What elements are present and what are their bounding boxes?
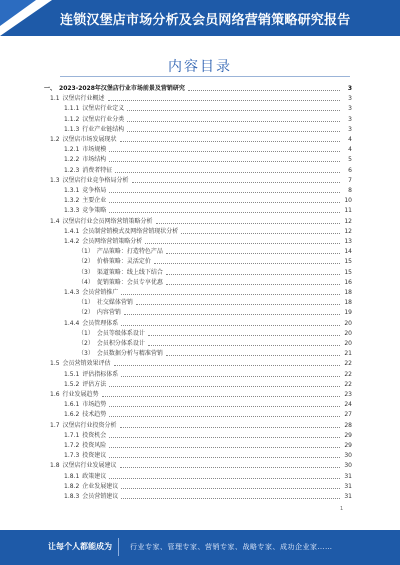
toc-entry-number: （2） bbox=[78, 309, 94, 317]
toc-entry[interactable] bbox=[78, 349, 352, 357]
toc-entry-page: 22 bbox=[344, 380, 352, 388]
toc-entry-title: 会员数据分析与精准营销 bbox=[96, 350, 163, 358]
toc-entry-page: 10 bbox=[344, 197, 352, 205]
toc-entry-number: 1.1 bbox=[50, 95, 60, 103]
toc-dot-leader bbox=[121, 325, 340, 326]
toc-entry[interactable] bbox=[64, 431, 352, 439]
toc-dot-leader bbox=[109, 202, 340, 203]
toc-entry[interactable] bbox=[64, 104, 352, 112]
toc-entry[interactable] bbox=[64, 400, 352, 408]
toc-dot-leader bbox=[109, 386, 340, 387]
toc-entry-page: 7 bbox=[348, 176, 352, 184]
toc-entry-number: 1.2.1 bbox=[64, 146, 80, 154]
toc-entry-number: 1.4.2 bbox=[64, 238, 80, 245]
toc-entry[interactable] bbox=[64, 319, 352, 327]
toc-entry-number: 1.3 bbox=[50, 176, 60, 184]
toc-heading: 内容目录 bbox=[168, 59, 232, 75]
toc-dot-leader bbox=[109, 212, 340, 213]
toc-entry-number: （4） bbox=[78, 278, 94, 286]
toc-dot-leader bbox=[109, 478, 340, 479]
toc-entry[interactable] bbox=[44, 84, 352, 92]
toc-entry-page: 19 bbox=[344, 309, 352, 317]
footer-slogan: 让每个人都能成为 bbox=[48, 542, 112, 551]
page-number: 1 bbox=[340, 506, 344, 512]
toc-entry-number: 1.7.3 bbox=[64, 452, 80, 460]
toc-entry-page: 31 bbox=[344, 472, 352, 480]
toc-entry-number: （1） bbox=[78, 329, 94, 337]
toc-dot-leader bbox=[166, 355, 340, 356]
toc-dot-leader bbox=[114, 365, 340, 366]
toc-entry[interactable] bbox=[64, 370, 352, 378]
toc-entry-page: 30 bbox=[344, 452, 352, 460]
toc-entry-title: 汉堡店行业会员网络营销策略分析 bbox=[62, 217, 153, 225]
toc-entry-page: 5 bbox=[348, 156, 352, 164]
toc-dot-leader bbox=[109, 161, 340, 162]
toc-entry-page: 3 bbox=[348, 105, 352, 113]
toc-entry-number: 1.8.1 bbox=[64, 472, 80, 480]
toc-entry-title: 市场规模 bbox=[82, 146, 107, 154]
toc-entry-page: 3 bbox=[347, 85, 352, 92]
toc-entry-page: 22 bbox=[344, 360, 352, 368]
toc-entry-page: 23 bbox=[344, 391, 352, 398]
toc-entry-page: 12 bbox=[344, 227, 352, 235]
toc-entry-title: 会员营销建议 bbox=[82, 493, 119, 500]
toc-dot-leader bbox=[109, 192, 340, 193]
header-corner-accent bbox=[0, 0, 36, 26]
toc-entry[interactable] bbox=[64, 472, 352, 480]
toc-entry-number: （1） bbox=[78, 299, 94, 307]
toc-entry-title: 政策建议 bbox=[82, 472, 107, 480]
toc-entry-title: 投资机会 bbox=[82, 431, 107, 439]
toc-entry-title: 评估指标体系 bbox=[82, 370, 119, 378]
toc-entry-page: 6 bbox=[348, 166, 352, 174]
toc-dot-leader bbox=[120, 467, 340, 468]
toc-entry[interactable] bbox=[50, 390, 352, 398]
toc-entry[interactable] bbox=[64, 186, 352, 194]
toc-entry-page: 20 bbox=[344, 329, 352, 337]
toc-entry[interactable] bbox=[50, 94, 352, 102]
toc-dot-leader bbox=[115, 172, 340, 173]
toc-entry-number: 1.4.3 bbox=[64, 289, 80, 296]
toc-entry-number: （3） bbox=[78, 268, 94, 276]
toc-entry-number: 1.5.1 bbox=[64, 370, 80, 378]
toc-entry-title: 投资建议 bbox=[82, 452, 107, 460]
toc-entry-number: 1.8.3 bbox=[64, 493, 80, 500]
toc-dot-leader bbox=[120, 141, 340, 142]
toc-entry-number: 1.3.3 bbox=[64, 207, 80, 215]
toc-entry-page: 18 bbox=[344, 299, 352, 307]
toc-dot-leader bbox=[154, 263, 340, 264]
toc-dot-leader bbox=[120, 427, 340, 428]
toc-entry-page: 15 bbox=[344, 268, 352, 276]
toc-entry-number: 1.4.4 bbox=[64, 319, 80, 327]
toc-entry-number: 1.4 bbox=[50, 217, 60, 225]
toc-entry-title: 会员制营销模式及网络营销现状分析 bbox=[82, 227, 179, 235]
toc-entry-title: 会员网络营销策略分析 bbox=[82, 238, 143, 245]
toc-entry-number: 1.5.2 bbox=[64, 380, 80, 388]
toc-entry-number: 1.7 bbox=[50, 421, 60, 429]
toc-dot-leader bbox=[132, 182, 340, 183]
toc-dot-leader bbox=[127, 121, 340, 122]
toc-entry-page: 20 bbox=[344, 340, 352, 347]
toc-entry[interactable] bbox=[78, 298, 352, 306]
toc-entry[interactable] bbox=[78, 308, 352, 316]
toc-entry-page: 3 bbox=[348, 95, 352, 103]
toc-entry-number: 1.1.3 bbox=[64, 125, 80, 133]
toc-entry-page: 15 bbox=[344, 258, 352, 266]
toc-entry[interactable] bbox=[50, 176, 352, 184]
toc-dot-leader bbox=[109, 447, 340, 448]
toc-entry-page: 27 bbox=[344, 411, 352, 419]
toc-entry[interactable] bbox=[64, 410, 352, 418]
toc-entry-page: 18 bbox=[344, 289, 352, 296]
toc-entry-page: 29 bbox=[344, 431, 352, 439]
toc-entry[interactable] bbox=[64, 196, 352, 204]
toc-entry-page: 21 bbox=[344, 350, 352, 358]
toc-entry-page: 28 bbox=[344, 421, 352, 429]
toc-entry[interactable] bbox=[64, 145, 352, 153]
toc-dot-leader bbox=[181, 233, 340, 234]
toc-entry[interactable] bbox=[64, 115, 352, 123]
footer-divider bbox=[118, 538, 119, 556]
toc-entry-page: 20 bbox=[344, 319, 352, 327]
toc-entry-number: （3） bbox=[78, 350, 94, 358]
toc-entry-page: 14 bbox=[344, 248, 352, 256]
toc-entry-number: 1.8.2 bbox=[64, 482, 80, 490]
toc-dot-leader bbox=[109, 437, 340, 438]
toc-entry[interactable] bbox=[64, 166, 352, 174]
toc-entry-title: 汉堡店市场发展现状 bbox=[62, 136, 117, 143]
toc-dot-leader bbox=[166, 253, 340, 254]
toc-entry[interactable] bbox=[64, 492, 352, 500]
toc-entry-title: 汉堡店行业发展建议 bbox=[62, 462, 117, 470]
toc-entry-page: 16 bbox=[344, 278, 352, 286]
toc-dot-leader bbox=[127, 110, 340, 111]
toc-entry[interactable] bbox=[64, 441, 352, 449]
toc-entry[interactable] bbox=[78, 329, 352, 337]
toc-entry-page: 3 bbox=[348, 125, 352, 133]
toc-entry-page: 4 bbox=[348, 146, 352, 154]
toc-dot-leader bbox=[102, 396, 340, 397]
toc-entry-title: 会员营销推广 bbox=[82, 289, 119, 296]
toc-entry[interactable] bbox=[50, 461, 352, 469]
toc-entry-page: 13 bbox=[344, 238, 352, 245]
toc-entry-title: 市场结构 bbox=[82, 156, 107, 164]
toc-entry-number: 1.2.3 bbox=[64, 166, 80, 174]
toc-entry-title: 汉堡店行业分类 bbox=[82, 115, 125, 123]
toc-entry-page: 22 bbox=[344, 370, 352, 378]
toc-dot-leader bbox=[121, 488, 340, 489]
toc-entry-number: 1.8 bbox=[50, 462, 60, 470]
toc-entry[interactable] bbox=[64, 237, 352, 245]
toc-entry[interactable] bbox=[50, 359, 352, 367]
toc-entry-title: 社交媒体营销 bbox=[96, 299, 133, 307]
toc-entry-page: 29 bbox=[344, 442, 352, 449]
toc-entry[interactable] bbox=[64, 288, 352, 296]
toc-dot-leader bbox=[121, 294, 340, 295]
toc-entry-title: 汉堡店行业竞争格局分析 bbox=[62, 176, 129, 184]
toc-entry[interactable] bbox=[78, 257, 352, 265]
toc-dot-leader bbox=[166, 284, 340, 285]
toc-dot-leader bbox=[109, 416, 340, 417]
toc-entry[interactable] bbox=[78, 339, 352, 347]
toc-entry-number: 1.1.2 bbox=[64, 115, 80, 123]
toc-entry-page: 12 bbox=[344, 217, 352, 225]
toc-dot-leader bbox=[121, 376, 340, 377]
toc-entry-title: 企业发展建议 bbox=[82, 482, 119, 490]
toc-entry[interactable] bbox=[64, 125, 352, 133]
toc-entry-title: 产品策略：打造特色产品 bbox=[96, 248, 163, 256]
toc-entry-number: （1） bbox=[78, 248, 94, 256]
toc-dot-leader bbox=[109, 406, 340, 407]
toc-dot-leader bbox=[108, 100, 340, 101]
toc-entry-title: 价格策略：灵活定价 bbox=[96, 258, 151, 266]
toc-heading-rule bbox=[60, 76, 350, 77]
footer-tagline: 行业专家、管理专家、营销专家、战略专家、成功企业家…… bbox=[130, 543, 333, 551]
toc-dot-leader bbox=[188, 90, 340, 91]
toc-entry-number: 1.6.1 bbox=[64, 401, 80, 409]
toc-entry-page: 30 bbox=[344, 462, 352, 470]
toc-entry[interactable] bbox=[78, 268, 352, 276]
toc-dot-leader bbox=[124, 314, 340, 315]
toc-entry-number: 1.7.1 bbox=[64, 431, 80, 439]
toc-entry-page: 8 bbox=[348, 187, 352, 194]
toc-entry[interactable] bbox=[78, 247, 352, 255]
toc-entry-title: 竞争策略 bbox=[82, 207, 107, 215]
toc-entry-title: 消费者特征 bbox=[82, 166, 113, 174]
toc-dot-leader bbox=[136, 304, 340, 305]
toc-entry-number: 1.6.2 bbox=[64, 411, 80, 419]
toc-entry-title: 评估方法 bbox=[82, 380, 107, 388]
toc-entry-title: 投资风险 bbox=[82, 442, 107, 449]
toc-entry-number: 1.7.2 bbox=[64, 442, 80, 449]
toc-entry-number: 1.4.1 bbox=[64, 227, 80, 235]
toc-entry-number: 1.3.2 bbox=[64, 197, 80, 205]
toc-dot-leader bbox=[148, 335, 340, 336]
toc-dot-leader bbox=[166, 274, 340, 275]
toc-entry-number: （2） bbox=[78, 340, 94, 347]
toc-entry-title: 会员营销效果评估 bbox=[62, 360, 111, 368]
toc-entry-page: 4 bbox=[348, 136, 352, 143]
toc-entry[interactable] bbox=[78, 278, 352, 286]
toc-entry-title: 行业产业链结构 bbox=[82, 125, 125, 133]
toc-entry-title: 会员等级体系设计 bbox=[96, 329, 145, 337]
toc-entry-title: 2023-2028年汉堡店行业市场前景及营销研究 bbox=[59, 85, 185, 92]
toc-entry-number: 1.3.1 bbox=[64, 187, 80, 194]
toc-dot-leader bbox=[109, 151, 340, 152]
toc-entry[interactable] bbox=[64, 482, 352, 490]
toc-entry[interactable] bbox=[64, 206, 352, 214]
toc-entry[interactable] bbox=[64, 227, 352, 235]
toc-entry-title: 汉堡店行业概述 bbox=[62, 95, 105, 103]
toc-entry-number: 1.1.1 bbox=[64, 105, 80, 113]
toc-dot-leader bbox=[156, 223, 340, 224]
toc-entry-title: 市场趋势 bbox=[82, 401, 107, 409]
toc-entry-number: 1.2.2 bbox=[64, 156, 80, 164]
toc-entry-title: 会员积分体系设计 bbox=[96, 340, 145, 347]
toc-entry-page: 11 bbox=[344, 207, 352, 215]
toc-entry[interactable] bbox=[50, 421, 352, 429]
toc-entry-title: 汉堡店行业投资分析 bbox=[62, 421, 117, 429]
toc-entry-title: 会员管理体系 bbox=[82, 319, 119, 327]
toc-entry-number: 1.2 bbox=[50, 136, 60, 143]
toc-dot-leader bbox=[145, 243, 340, 244]
toc-dot-leader bbox=[109, 457, 340, 458]
toc-entry[interactable] bbox=[64, 380, 352, 388]
toc-entry-title: 技术趋势 bbox=[82, 411, 107, 419]
toc-entry-number: （2） bbox=[78, 258, 94, 266]
toc-entry-page: 24 bbox=[344, 401, 352, 409]
toc-entry-title: 竞争格局 bbox=[82, 187, 107, 194]
toc-entry[interactable] bbox=[50, 217, 352, 225]
toc-entry[interactable] bbox=[64, 155, 352, 163]
toc-dot-leader bbox=[127, 131, 340, 132]
report-title: 连锁汉堡店市场分析及会员网络营销策略研究报告 bbox=[60, 13, 351, 28]
toc-entry-title: 行业发展趋势 bbox=[62, 391, 99, 398]
toc-entry[interactable] bbox=[64, 451, 352, 459]
toc-dot-leader bbox=[148, 345, 340, 346]
toc-entry-number: 1.6 bbox=[50, 391, 60, 398]
toc-entry-page: 31 bbox=[344, 482, 352, 490]
toc-entry-number: 一、 bbox=[44, 85, 57, 92]
toc-entry-page: 3 bbox=[348, 115, 352, 123]
toc-entry-number: 1.5 bbox=[50, 360, 60, 368]
toc-entry-title: 主要企业 bbox=[82, 197, 107, 205]
toc-dot-leader bbox=[121, 498, 340, 499]
toc-entry-title: 汉堡店行业定义 bbox=[82, 105, 125, 113]
toc-entry-title: 渠道策略：线上线下结合 bbox=[96, 268, 163, 276]
toc-entry-title: 内容营销 bbox=[96, 309, 121, 317]
toc-entry[interactable] bbox=[50, 135, 352, 143]
toc-entry-title: 促销策略：会员专享优惠 bbox=[96, 278, 163, 286]
toc-entry-page: 31 bbox=[344, 493, 352, 500]
